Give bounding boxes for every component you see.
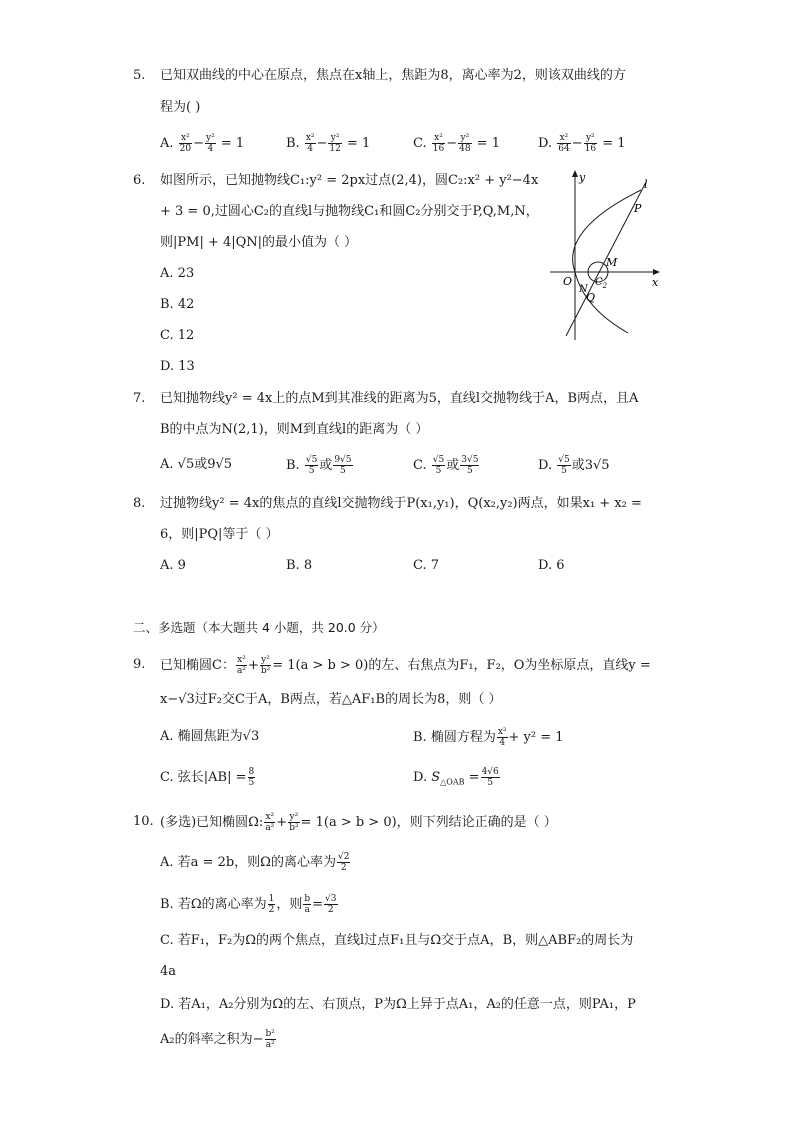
- numerator: x²: [179, 133, 192, 144]
- q5-number: 5.: [133, 68, 146, 83]
- stem-text: 已知椭圆C：: [160, 658, 235, 673]
- option-tail: = 1: [602, 136, 626, 151]
- q5-stem-line2: 程为( ): [160, 100, 201, 115]
- fraction: [584, 133, 597, 154]
- option-label: D.: [538, 136, 553, 151]
- label-o: O: [563, 275, 573, 288]
- option-label: C.: [160, 933, 174, 948]
- numerator: √3: [325, 894, 337, 904]
- q5-option-c[interactable]: C. $\frac{\text{x²}}{16}$ − $\frac{\text{y²}}{48}$ = 1: [413, 133, 501, 154]
- denominator: 5: [248, 778, 255, 788]
- option-text: 6: [556, 558, 565, 573]
- subscript: △OAB: [440, 777, 465, 787]
- q8-number: 8.: [133, 496, 146, 511]
- q7-number: 7.: [133, 391, 146, 406]
- denominator: b²: [289, 823, 299, 833]
- denominator: 2: [340, 863, 347, 873]
- option-label: A.: [160, 558, 174, 573]
- option-label: B.: [160, 297, 174, 312]
- q6-option-b[interactable]: [160, 295, 194, 315]
- option-label: D.: [538, 458, 553, 473]
- q6-option-a[interactable]: [160, 264, 194, 284]
- option-text: 椭圆方程为: [430, 730, 496, 745]
- q6-stem-line2: + 3 = 0,过圆心C₂的直线l与抛物线C₁和圆C₂分别交于P,Q,M,N，: [160, 204, 539, 219]
- option-label: D.: [160, 997, 175, 1012]
- stem-text: = 1(a > b > 0)的左、右焦点为F₁，F₂，O为坐标原点，直线y =: [272, 658, 651, 673]
- option-text: 13: [178, 359, 195, 374]
- q8-option-b[interactable]: [286, 556, 312, 576]
- fraction: [236, 655, 247, 676]
- q6-stem-line1: 如图所示，已知抛物线C₁:y² = 2px过点(2,4)，圆C₂:x² + y²−4x: [160, 173, 539, 188]
- stem-text: (多选)已知椭圆Ω:: [160, 815, 264, 830]
- denominator: 48: [459, 144, 471, 154]
- option-text: 或: [319, 458, 333, 473]
- option-text: ，则: [276, 897, 303, 912]
- fraction: [264, 812, 275, 833]
- x-axis-arrow: [653, 269, 660, 275]
- fraction: [481, 767, 500, 788]
- numerator: y²: [261, 655, 270, 665]
- denominator: a²: [265, 823, 275, 833]
- q10-number: 10.: [133, 814, 154, 829]
- denominator: 16: [584, 144, 597, 154]
- label-l: l: [644, 178, 648, 191]
- label-c-subscript: 2: [602, 282, 608, 290]
- option-label: A.: [160, 266, 174, 281]
- denominator: 5: [340, 466, 346, 476]
- q8-stem-line2: 6，则|PQ|等于（ ）: [160, 527, 279, 542]
- label-m: M: [606, 256, 618, 269]
- q10-option-d[interactable]: [160, 995, 636, 1015]
- fraction: [432, 133, 445, 154]
- option-text: 若A₁，A₂分别为Ω的左、右顶点，P为Ω上异于点A₁，A₂的任意一点，则PA₁，P: [178, 997, 636, 1012]
- option-text: √5或9√5: [177, 457, 233, 472]
- operator: +: [247, 658, 259, 673]
- denominator: 16: [432, 144, 445, 154]
- option-text: 或: [446, 458, 460, 473]
- operator: =: [468, 770, 480, 785]
- fraction: [333, 455, 352, 476]
- option-text: 若F₁，F₂为Ω的两个焦点，直线l过点F₁且与Ω交于点A，B，则△ABF₂的周长为: [177, 933, 634, 948]
- q5-option-a[interactable]: A. $\frac{\text{x²}}{20}$ − $\frac{\text{y²}}{4}$ = 1: [160, 133, 245, 154]
- fraction: [557, 133, 570, 154]
- fraction: [179, 133, 192, 154]
- numerator: b: [304, 894, 311, 904]
- option-label: C.: [413, 136, 427, 151]
- option-label: C.: [160, 328, 174, 343]
- label-p: P: [634, 202, 642, 215]
- option-label: C.: [413, 558, 427, 573]
- option-label: A.: [160, 729, 174, 744]
- option-label: A.: [160, 457, 174, 472]
- denominator: 12: [329, 144, 341, 154]
- fraction: [305, 455, 318, 476]
- option-label: B.: [286, 558, 300, 573]
- numerator: x²: [497, 727, 507, 737]
- q10-option-c-line2: 4a: [160, 964, 177, 979]
- q5-option-d[interactable]: D. $\frac{\text{x²}}{64}$ − $\frac{\text{y²}}{16}$ = 1: [538, 133, 626, 154]
- q7-stem-line2: B的中点为N(2,1)，则M到直线l的距离为（ ）: [160, 422, 429, 437]
- q5-option-b[interactable]: B. $\frac{\text{x²}}{4}$ − $\frac{\text{y²}}{12}$ = 1: [286, 133, 371, 154]
- operator: =: [312, 897, 324, 912]
- q9-option-d[interactable]: [413, 767, 501, 793]
- denominator: 20: [179, 144, 192, 154]
- q8-option-a[interactable]: [160, 556, 186, 576]
- q9-number: 9.: [133, 657, 146, 672]
- option-text: S: [431, 770, 441, 785]
- option-text: 42: [177, 297, 195, 312]
- stem-text: = 1(a > b > 0)，则下列结论正确的是（ ）: [300, 815, 557, 830]
- q9-option-c[interactable]: [160, 767, 256, 788]
- option-text: 9: [177, 558, 186, 573]
- fraction: [268, 894, 276, 915]
- numerator: y²: [289, 812, 299, 822]
- option-text: 7: [430, 558, 440, 573]
- q8-option-d[interactable]: [538, 556, 565, 576]
- option-label: B.: [160, 897, 174, 912]
- option-text: A₂的斜率之积为−: [160, 1032, 264, 1047]
- numerator: 9√5: [334, 455, 352, 465]
- denominator: a: [304, 905, 310, 915]
- numerator: x²: [432, 133, 445, 144]
- option-label: B.: [286, 458, 300, 473]
- option-label: B.: [413, 730, 427, 745]
- option-tail: = 1: [347, 136, 371, 151]
- fraction: [460, 455, 479, 476]
- denominator: 2: [268, 905, 275, 915]
- fraction: [288, 812, 299, 833]
- q9-stem-line2: x−√3过F₂交C于A，B两点，若△AF₁B的周长为8，则（ ）: [160, 692, 502, 707]
- label-n: N: [579, 284, 588, 295]
- option-label: A.: [160, 136, 174, 151]
- label-y: y: [579, 171, 586, 184]
- fraction: [328, 133, 341, 154]
- q6-option-c[interactable]: [160, 326, 194, 346]
- option-text: 23: [177, 266, 195, 281]
- numerator: y²: [328, 133, 341, 144]
- option-label: A.: [160, 855, 174, 870]
- q10-option-b[interactable]: [160, 894, 339, 915]
- option-label: C.: [160, 770, 174, 785]
- section-heading-multiple-choice: 二、多选题（本大题共 4 小题，共 20.0 分）: [133, 620, 385, 635]
- option-text: 椭圆焦距为√3: [177, 729, 260, 744]
- numerator: 1: [268, 894, 275, 904]
- q7-option-b[interactable]: [286, 455, 354, 476]
- denominator: b²: [260, 666, 271, 676]
- fraction: [305, 133, 316, 154]
- q5-stem-line1: 已知双曲线的中心在原点，焦点在x轴上，焦距为8，离心率为2，则该双曲线的方: [160, 68, 626, 83]
- q10-option-d-line2: [160, 1029, 277, 1050]
- option-label: D.: [538, 558, 553, 573]
- denominator: 2: [327, 905, 334, 915]
- numerator: x²: [265, 812, 275, 822]
- option-label: D.: [413, 770, 428, 785]
- fraction: [205, 133, 216, 154]
- numerator: √5: [432, 455, 445, 465]
- denominator: 4: [207, 144, 214, 154]
- option-text: 8: [303, 558, 313, 573]
- numerator: y²: [458, 133, 471, 144]
- fraction: [497, 727, 508, 748]
- numerator: y²: [584, 133, 597, 144]
- numerator: x²: [305, 133, 315, 143]
- numerator: √2: [337, 852, 350, 862]
- parabola-circle-figure: [548, 168, 668, 344]
- q6-stem-line3: 则|PM| + 4|QN|的最小值为（ ）: [160, 235, 358, 250]
- denominator: 5: [308, 466, 315, 476]
- option-label: D.: [160, 359, 175, 374]
- numerator: b²: [265, 1029, 275, 1039]
- denominator: 5: [466, 466, 473, 476]
- fraction: [303, 894, 311, 915]
- numerator: 3√5: [461, 455, 479, 465]
- denominator: 4: [307, 144, 314, 154]
- fraction: [337, 852, 350, 873]
- option-text: + y² = 1: [508, 730, 564, 745]
- q6-option-d[interactable]: [160, 357, 195, 377]
- label-c: C: [595, 277, 603, 288]
- q6-number: 6.: [133, 173, 146, 188]
- numerator: x²: [557, 133, 570, 144]
- label-x: x: [652, 276, 659, 289]
- option-text: 若a = 2b，则Ω的离心率为: [177, 855, 336, 870]
- q7-option-d[interactable]: [538, 455, 610, 476]
- label-q: Q: [586, 291, 596, 304]
- option-tail: = 1: [220, 136, 245, 151]
- q9-option-a[interactable]: [160, 727, 259, 747]
- q7-option-a[interactable]: [160, 455, 232, 475]
- denominator: 64: [558, 144, 570, 154]
- q10-stem-line1: [160, 812, 557, 833]
- q7-option-c[interactable]: [413, 455, 480, 476]
- q9-stem-line1: [160, 655, 651, 676]
- denominator: 4: [499, 738, 506, 748]
- option-text: 弦长|AB| =: [177, 770, 247, 785]
- q10-option-a[interactable]: [160, 852, 351, 873]
- option-label: C.: [413, 458, 427, 473]
- q8-stem-line1: 过抛物线y² = 4x的焦点的直线l交抛物线于P(x₁,y₁)，Q(x₂,y₂)两点，如果x₁ + x₂ =: [160, 496, 642, 511]
- fraction: [324, 894, 337, 915]
- numerator: x²: [237, 655, 246, 665]
- numerator: y²: [206, 133, 215, 143]
- numerator: √5: [558, 455, 570, 465]
- denominator: a²: [265, 1040, 275, 1050]
- option-tail: = 1: [476, 136, 501, 151]
- fraction: [248, 767, 256, 788]
- denominator: 5: [561, 466, 567, 476]
- fraction: [557, 455, 570, 476]
- q7-stem-line1: 已知抛物线y² = 4x上的点M到其准线的距离为5，直线l交抛物线于A，B两点，且A: [160, 391, 639, 406]
- numerator: 8: [248, 767, 255, 777]
- y-axis-arrow: [572, 170, 578, 177]
- option-text: 若Ω的离心率为: [177, 897, 267, 912]
- q8-option-c[interactable]: [413, 556, 439, 576]
- denominator: a²: [236, 666, 246, 676]
- q10-option-c[interactable]: [160, 931, 633, 951]
- option-text: 或3√5: [571, 458, 610, 473]
- fraction: [260, 655, 271, 676]
- operator: +: [276, 815, 288, 830]
- denominator: 5: [487, 778, 494, 788]
- fraction: [458, 133, 471, 154]
- fraction: [432, 455, 445, 476]
- denominator: 5: [435, 466, 442, 476]
- fraction: [265, 1029, 276, 1050]
- numerator: 4√6: [481, 767, 499, 777]
- option-text: 12: [177, 328, 195, 343]
- q9-option-b[interactable]: [413, 727, 564, 748]
- option-label: B.: [286, 136, 300, 151]
- numerator: √5: [305, 455, 318, 465]
